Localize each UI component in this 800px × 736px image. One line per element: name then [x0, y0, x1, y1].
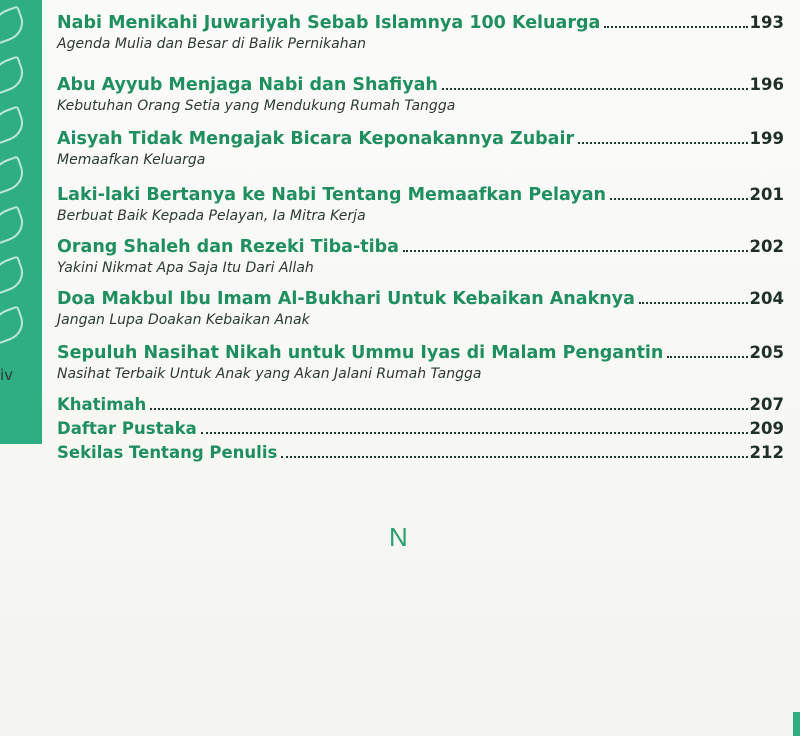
dot-leader: [604, 26, 747, 28]
toc-entry-subtitle: Nasihat Terbaik Untuk Anak yang Akan Jalani Rumah Tangga: [57, 366, 482, 382]
toc-entry[interactable]: [57, 74, 784, 128]
leaf-ornament-icon: [0, 205, 28, 244]
toc-entry-title: Doa Makbul Ibu Imam Al-Bukhari Untuk Kebaikan Anaknya: [57, 289, 635, 309]
toc-entry-page: 212: [749, 443, 784, 462]
toc-entry-title: Nabi Menikahi Juwariyah Sebab Islamnya 100 Keluarga: [57, 13, 601, 33]
page-number: iv: [0, 366, 14, 384]
toc-entry-page: 205: [749, 343, 784, 362]
toc-entry-title: Aisyah Tidak Mengajak Bicara Keponakannya Zubair: [57, 129, 575, 149]
toc-entry-title: Sepuluh Nasihat Nikah untuk Ummu Iyas di Malam Pengantin: [57, 343, 664, 363]
leaf-ornament-icon: [0, 305, 28, 344]
toc-entry-title: Daftar Pustaka: [57, 419, 197, 438]
toc-entry[interactable]: [57, 442, 784, 466]
table-of-contents: [57, 12, 784, 466]
toc-entry-subtitle: Agenda Mulia dan Besar di Balik Pernikahan: [57, 36, 367, 52]
toc-entry-subtitle: Berbuat Baik Kepada Pelayan, Ia Mitra Kerja: [57, 208, 366, 224]
toc-entry-page: 209: [749, 419, 784, 438]
dot-leader: [281, 456, 747, 458]
leaf-ornament-icon: [0, 255, 28, 294]
dot-leader: [610, 198, 748, 200]
toc-entry-page: 204: [749, 289, 784, 308]
leaf-ornament-icon: [0, 155, 28, 194]
toc-entry[interactable]: [57, 288, 784, 342]
toc-entry[interactable]: [57, 12, 784, 74]
toc-entry[interactable]: [57, 128, 784, 184]
toc-entry-subtitle: Yakini Nikmat Apa Saja Itu Dari Allah: [57, 260, 314, 276]
toc-entry[interactable]: [57, 342, 784, 394]
toc-entry-title: Khatimah: [57, 395, 147, 414]
toc-entry-page: 207: [749, 395, 784, 414]
toc-entry-subtitle: Jangan Lupa Doakan Kebaikan Anak: [57, 312, 310, 328]
toc-entry-title: Laki-laki Bertanya ke Nabi Tentang Memaafkan Pelayan: [57, 185, 606, 205]
dot-leader: [201, 432, 748, 434]
leaf-ornament-icon: [0, 55, 28, 94]
dot-leader: [403, 250, 748, 252]
toc-entry-title: Abu Ayyub Menjaga Nabi dan Shafiyah: [57, 75, 438, 95]
dot-leader: [150, 408, 747, 410]
toc-entry-page: 201: [749, 185, 784, 204]
leaf-ornament-icon: [0, 105, 28, 144]
dot-leader: [639, 302, 748, 304]
toc-entry-page: 202: [749, 237, 784, 256]
section-letter: N: [389, 522, 408, 552]
toc-entry-page: 193: [749, 13, 784, 32]
toc-entry[interactable]: [57, 394, 784, 418]
toc-entry-title: Sekilas Tentang Penulis: [57, 443, 278, 462]
dot-leader: [442, 88, 748, 90]
toc-entry[interactable]: [57, 184, 784, 236]
toc-entry-title: Orang Shaleh dan Rezeki Tiba-tiba: [57, 237, 399, 257]
edge-marker: [793, 712, 800, 736]
toc-entry-subtitle: Memaafkan Keluarga: [57, 152, 206, 168]
dot-leader: [578, 142, 747, 144]
toc-entry-page: 199: [749, 129, 784, 148]
toc-entry-page: 196: [749, 75, 784, 94]
toc-entry[interactable]: [57, 418, 784, 442]
dot-leader: [667, 356, 747, 358]
toc-entry[interactable]: [57, 236, 784, 288]
toc-entry-subtitle: Kebutuhan Orang Setia yang Mendukung Rumah Tangga: [57, 98, 456, 114]
leaf-ornament-icon: [0, 5, 28, 44]
